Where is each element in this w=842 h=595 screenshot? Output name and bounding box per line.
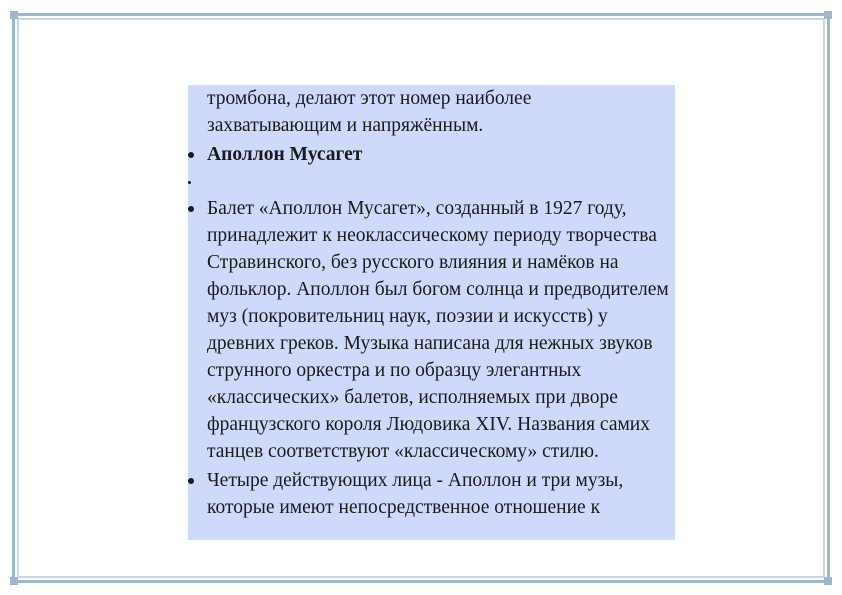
frame-corner-top-right xyxy=(824,11,832,19)
slide-content-box xyxy=(188,85,675,540)
heading-item xyxy=(188,141,675,168)
ballet-paragraph-text: Балет «Аполлон Мусагет», созданный в 1927 году, принадлежит к неоклассическому периоду творчества Стравинского, без русского влияния и намёков на фольклор. Аполлон был богом солнца и предводителем муз (покровительниц наук, поэзии и искусств) у древних греков. Музыка написана для нежных звуков струнного оркестра и по образцу элегантных «классических» балетов, исполняемых при дворе французского короля Людовика XIV. Названия самих танцев соответствуют «классическому» стилю. xyxy=(207,198,669,462)
frame-corner-top-left xyxy=(10,11,18,19)
continuation-text: тромбона, делают этот номер наиболее захватывающим и напряжённым. xyxy=(207,88,532,136)
text-block xyxy=(188,85,675,521)
characters-paragraph xyxy=(188,467,675,521)
frame-corner-bottom-right xyxy=(824,577,832,585)
small-bullet-icon xyxy=(188,181,191,184)
section-heading: Аполлон Мусагет xyxy=(207,144,363,165)
ballet-paragraph xyxy=(188,195,675,465)
bullet-icon xyxy=(188,152,194,158)
characters-paragraph-text: Четыре действующих лица - Аполлон и три музы, которые имеют непосредственное отношение к xyxy=(207,470,624,518)
empty-item xyxy=(188,168,675,195)
continuation-paragraph xyxy=(188,85,675,139)
frame-corner-bottom-left xyxy=(10,577,18,585)
bullet-icon xyxy=(188,206,194,212)
bullet-icon xyxy=(188,478,194,484)
